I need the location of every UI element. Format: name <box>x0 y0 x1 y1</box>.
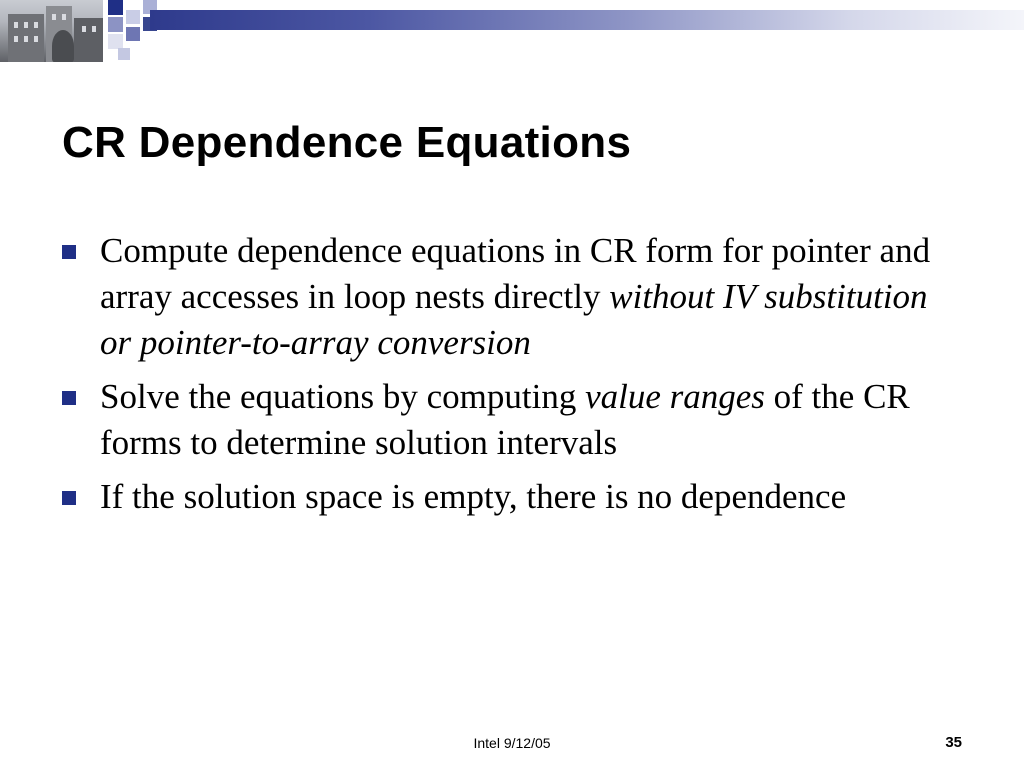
square-bullet-icon <box>62 391 76 405</box>
footer-text: Intel 9/12/05 <box>473 735 551 751</box>
bullet-text: If the solution space is empty, there is no dependence <box>100 477 847 516</box>
square-bullet-icon <box>62 245 76 259</box>
decor-square <box>108 0 123 15</box>
bullet-text: Solve the equations by computing value ranges of the CR forms to determine solution intervals <box>100 377 910 462</box>
decor-square <box>118 48 130 60</box>
campus-building-photo <box>0 0 103 62</box>
bullet-item <box>62 474 962 520</box>
bullet-list <box>62 228 962 528</box>
decor-square <box>126 10 140 24</box>
decor-square <box>108 17 123 32</box>
header-banner <box>0 0 1024 64</box>
square-bullet-icon <box>62 491 76 505</box>
decor-square <box>108 34 123 49</box>
bullet-item <box>62 228 962 366</box>
bullet-text: Compute dependence equations in CR form for pointer and array accesses in loop nests directly without IV substitution or pointer-to-array conversion <box>100 231 931 362</box>
page-number: 35 <box>945 734 962 751</box>
slide-title: CR Dependence Equations <box>62 118 632 167</box>
header-gradient-bar <box>150 10 1024 30</box>
bullet-item <box>62 374 962 466</box>
decor-square <box>126 27 140 41</box>
